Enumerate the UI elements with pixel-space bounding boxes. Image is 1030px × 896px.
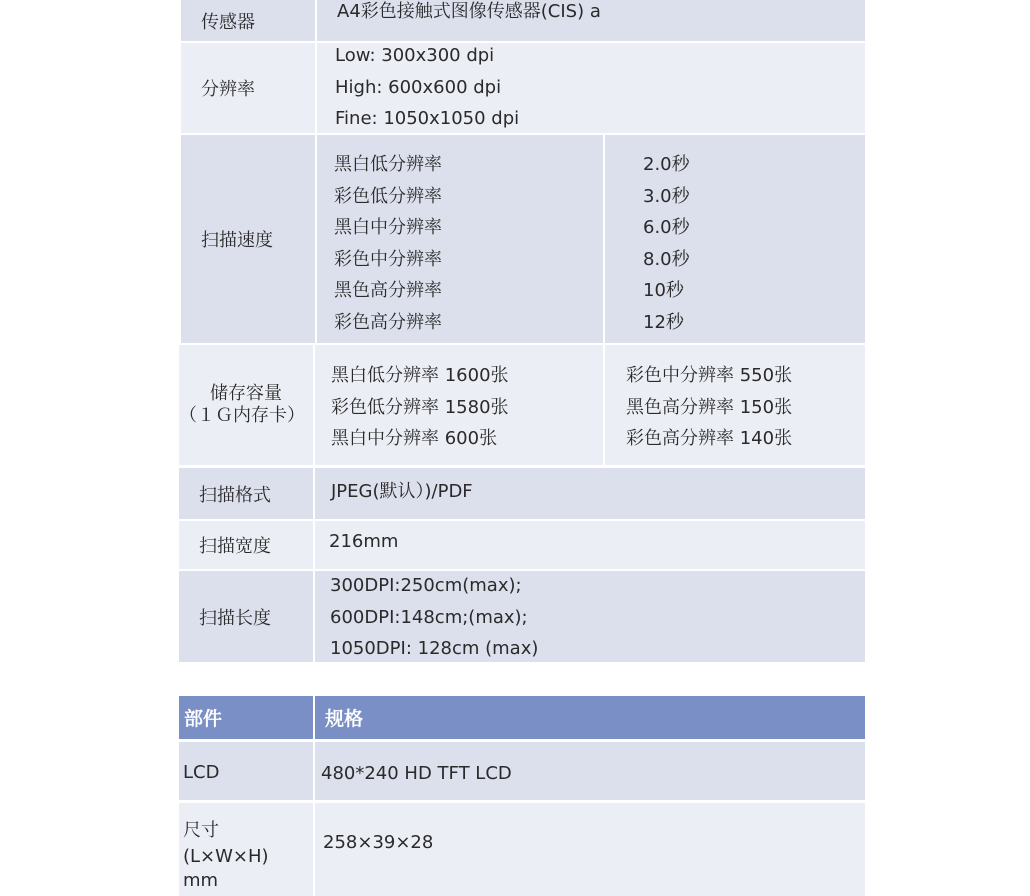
size-label-unit: mm [183, 870, 219, 891]
scan-speed-modes-cell [317, 135, 603, 343]
scan-speed-label-cell [181, 135, 315, 343]
sensor-value-cell [317, 0, 865, 41]
lcd-label: LCD [183, 762, 220, 783]
lcd-label-cell [179, 742, 313, 800]
speed-time: 8.0秒 [643, 249, 690, 270]
speed-time: 10秒 [643, 280, 684, 301]
sensor-label-cell [181, 0, 315, 41]
speed-mode: 黑白中分辨率 [334, 217, 442, 238]
speed-time: 12秒 [643, 312, 684, 333]
resolution-label-cell [181, 43, 315, 133]
length-label-cell [179, 571, 313, 662]
resolution-value-cell [317, 43, 865, 133]
storage-item: 彩色中分辨率 550张 [626, 365, 793, 386]
storage-item: 彩色低分辨率 1580张 [331, 397, 509, 418]
size-label-cell [179, 803, 313, 896]
storage-item: 黑白中分辨率 600张 [331, 428, 498, 449]
length-value: 300DPI:250cm(max); [330, 575, 522, 596]
resolution-fine: Fine: 1050x1050 dpi [335, 108, 520, 129]
width-label-cell [179, 521, 313, 569]
scan-speed-times-cell [605, 135, 865, 343]
parts-header-spec: 规格 [325, 708, 364, 730]
speed-mode: 黑色高分辨率 [334, 280, 442, 301]
size-value-cell [315, 803, 865, 896]
sensor-value: A4彩色接触式图像传感器(CIS) a [337, 1, 601, 22]
resolution-high: High: 600x600 dpi [335, 77, 502, 98]
speed-mode: 彩色高分辨率 [334, 312, 442, 333]
scan-speed-label: 扫描速度 [201, 230, 273, 251]
storage-right-cell [605, 345, 865, 465]
length-value-cell [315, 571, 865, 662]
parts-header-part: 部件 [184, 708, 223, 730]
storage-label: 储存容量 [210, 383, 282, 404]
resolution-label: 分辨率 [201, 79, 255, 100]
size-label-dims: (L×W×H) [183, 846, 269, 867]
lcd-value-cell [315, 742, 865, 800]
length-value: 600DPI:148cm;(max); [330, 607, 528, 628]
speed-time: 3.0秒 [643, 186, 690, 207]
storage-item: 彩色高分辨率 140张 [626, 428, 793, 449]
storage-item: 黑色高分辨率 150张 [626, 397, 793, 418]
sensor-label: 传感器 [201, 11, 255, 33]
length-label: 扫描长度 [199, 607, 271, 629]
storage-item: 黑白低分辨率 1600张 [331, 365, 509, 386]
resolution-low: Low: 300x300 dpi [335, 45, 495, 66]
speed-mode: 彩色中分辨率 [334, 249, 442, 270]
width-label: 扫描宽度 [199, 536, 271, 557]
lcd-value: 480*240 HD TFT LCD [321, 763, 512, 784]
format-value: JPEG(默认）)/PDF [331, 481, 473, 502]
size-label: 尺寸 [183, 820, 219, 841]
storage-label-cell [179, 345, 313, 465]
length-value: 1050DPI: 128cm (max) [330, 638, 539, 659]
speed-time: 2.0秒 [643, 154, 690, 175]
speed-mode: 黑白低分辨率 [334, 154, 442, 175]
format-label-cell [179, 468, 313, 519]
speed-time: 6.0秒 [643, 217, 690, 238]
storage-left-cell [315, 345, 603, 465]
width-value-cell [315, 521, 865, 569]
format-value-cell [315, 468, 865, 519]
parts-header-spec-cell [315, 696, 865, 739]
width-value: 216mm [329, 531, 399, 552]
speed-mode: 彩色低分辨率 [334, 186, 442, 207]
format-label: 扫描格式 [199, 484, 271, 506]
storage-label-note: （１Ｇ内存卡） [179, 405, 305, 426]
parts-header-part-cell [179, 696, 313, 739]
size-value: 258×39×28 [323, 832, 434, 853]
